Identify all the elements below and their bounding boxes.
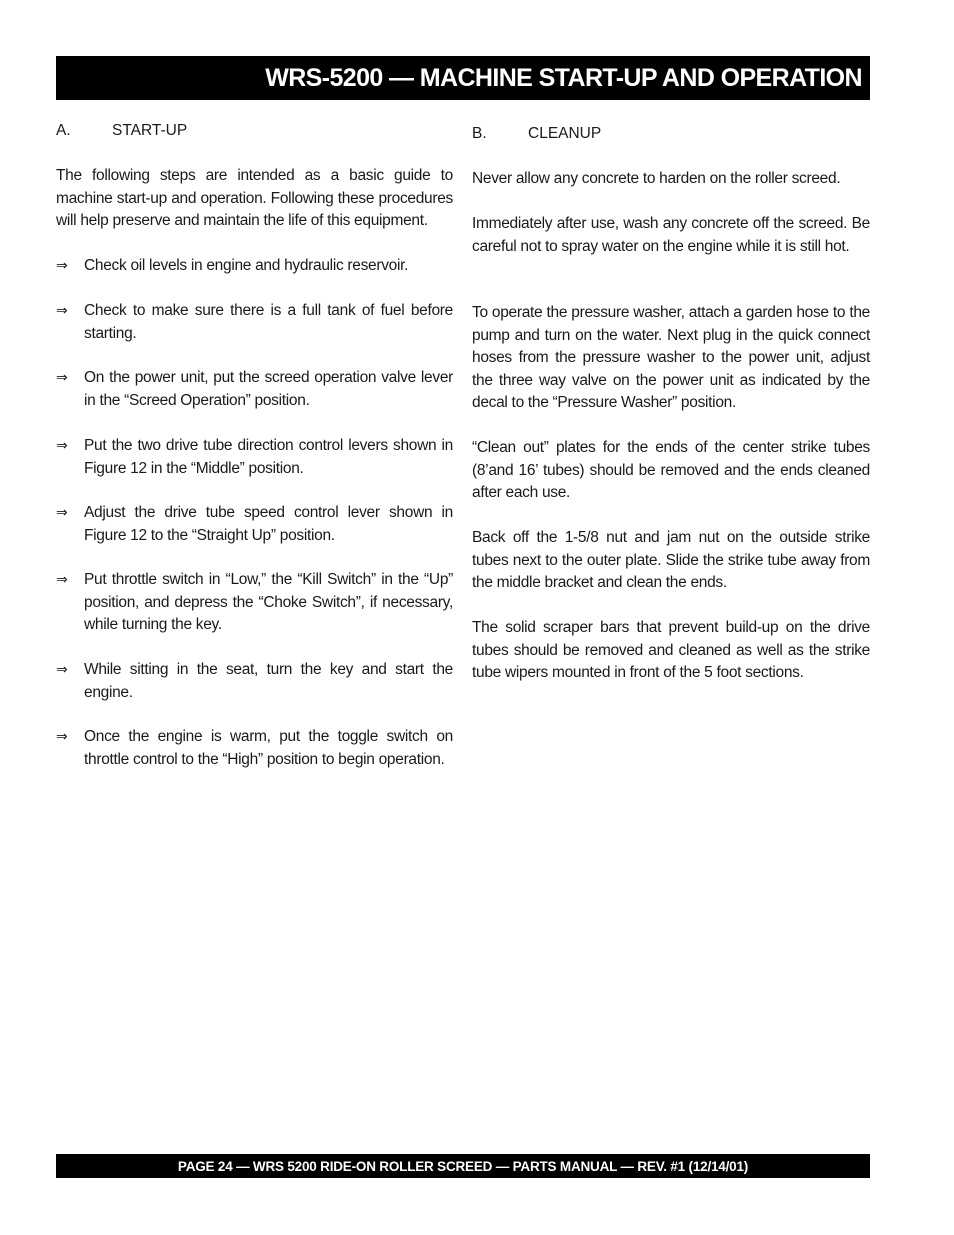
section-b-title: CLEANUP: [528, 125, 602, 142]
cleanup-paragraph: Never allow any concrete to harden on the roller screed.: [472, 170, 841, 187]
page-title-bar: [56, 56, 870, 100]
section-a-title: START-UP: [112, 122, 188, 139]
double-arrow-icon: ⇒: [56, 729, 68, 745]
cleanup-paragraph: Immediately after use, wash any concrete off the screed. Be careful not to spray water on the engine while it is still hot.: [472, 215, 870, 255]
step-item: [56, 726, 453, 771]
cleanup-paragraph: Back off the 1-5/8 nut and jam nut on the outside strike tubes next to the outer plate. Slide the strike tube away from the middle bracket and clean the ends.: [472, 529, 870, 591]
page-footer: [56, 1154, 870, 1178]
page-title: WRS-5200 — MACHINE START-UP AND OPERATION: [265, 63, 862, 92]
step-item: [56, 367, 453, 412]
section-a-intro: The following steps are intended as a basic guide to machine start-up and operation. Following these procedures will help preserve and maintain the life of this equipment.: [56, 167, 453, 229]
step-item: [56, 569, 453, 637]
step-text: While sitting in the seat, turn the key and start the engine.: [84, 661, 453, 701]
double-arrow-icon: ⇒: [56, 438, 68, 454]
cleanup-paragraph: To operate the pressure washer, attach a garden hose to the pump and turn on the water. Next plug in the quick connect hoses from the pressure washer to the power unit, adjust the three way valve on the power unit as indicated by the decal to the “Pressure Washer” position.: [472, 304, 870, 411]
step-text: Check to make sure there is a full tank of fuel before starting.: [84, 302, 453, 342]
section-b-heading: [472, 123, 601, 146]
step-text: Put throttle switch in “Low,” the “Kill Switch” in the “Up” position, and depress the “Choke Switch”, if necessary, while turning the key.: [84, 571, 453, 633]
cleanup-paragraph: The solid scraper bars that prevent build-up on the drive tubes should be removed and cleaned as well as the strike tube wipers mounted in front of the 5 foot sections.: [472, 619, 870, 681]
step-item: [56, 435, 453, 480]
double-arrow-icon: ⇒: [56, 662, 68, 678]
section-b-letter: B.: [472, 125, 487, 142]
step-item: [56, 659, 453, 704]
step-item: [56, 255, 453, 278]
step-text: Adjust the drive tube speed control lever shown in Figure 12 to the “Straight Up” position.: [84, 504, 453, 544]
section-a-heading: [56, 120, 187, 143]
step-item: [56, 502, 453, 547]
double-arrow-icon: ⇒: [56, 505, 68, 521]
step-text: Put the two drive tube direction control levers shown in Figure 12 in the “Middle” position.: [84, 437, 453, 477]
double-arrow-icon: ⇒: [56, 258, 68, 274]
step-text: On the power unit, put the screed operation valve lever in the “Screed Operation” position.: [84, 369, 453, 409]
section-a-letter: A.: [56, 122, 71, 139]
double-arrow-icon: ⇒: [56, 370, 68, 386]
footer-text: PAGE 24 — WRS 5200 RIDE-ON ROLLER SCREED — PARTS MANUAL — REV. #1 (12/14/01): [177, 1158, 749, 1174]
step-text: Once the engine is warm, put the toggle switch on throttle control to the “High” position to begin operation.: [84, 728, 453, 768]
step-item: [56, 300, 453, 345]
cleanup-paragraph: “Clean out” plates for the ends of the center strike tubes (8’and 16’ tubes) should be removed and the ends cleaned after each use.: [472, 439, 870, 501]
step-text: Check oil levels in engine and hydraulic reservoir.: [84, 257, 409, 274]
double-arrow-icon: ⇒: [56, 572, 68, 588]
double-arrow-icon: ⇒: [56, 303, 68, 319]
